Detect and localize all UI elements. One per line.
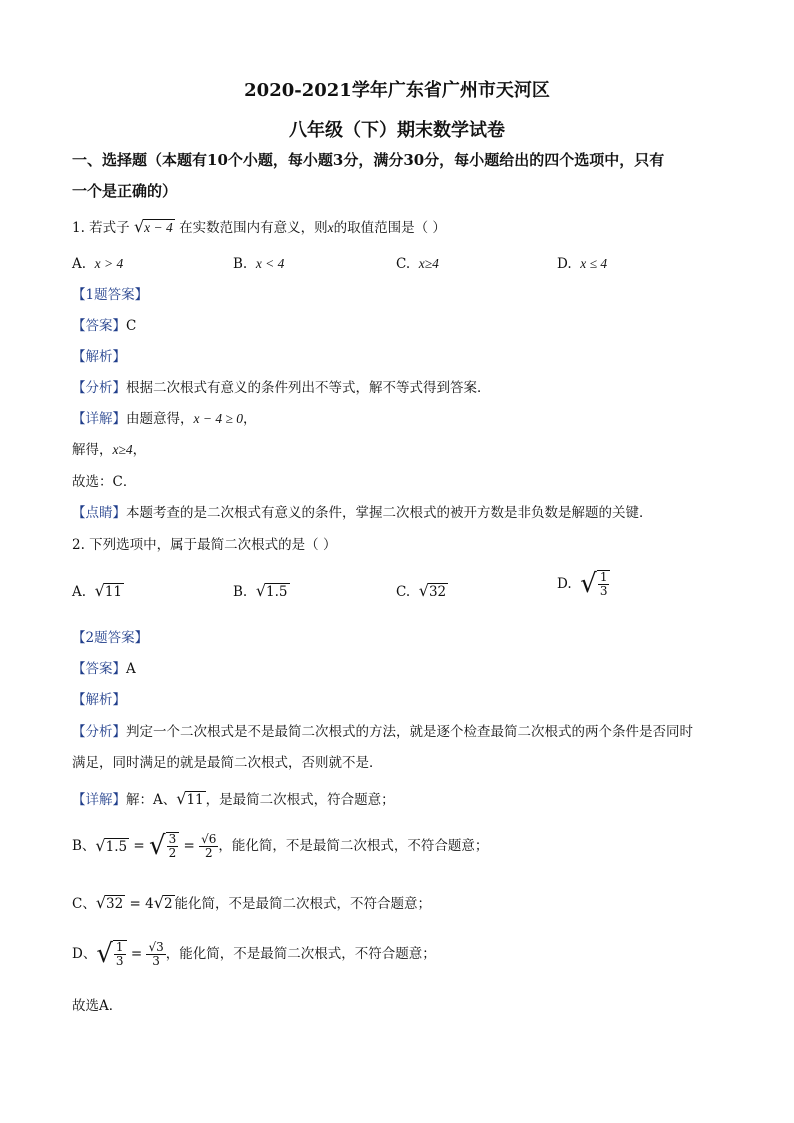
q1-radicand: x − 4 (144, 220, 173, 235)
option-expr: x ≤ 4 (580, 256, 608, 271)
q2-option-b (233, 581, 290, 602)
option-expr: x≥4 (418, 256, 439, 271)
equals: = (183, 838, 195, 854)
option-expr: x > 4 (94, 256, 124, 271)
option-label: A. (72, 584, 87, 600)
q1-solve (72, 440, 146, 460)
sqrt-symbol-icon: √ (580, 569, 597, 599)
option-label: A. (72, 256, 87, 272)
frac-numerator: 3 (168, 832, 177, 846)
q1-suffix-b: 的取值范围是（ ） (333, 220, 446, 236)
solve-punct: ， (132, 442, 147, 458)
frac-denominator: 3 (152, 953, 160, 968)
q2-option-d (557, 570, 610, 598)
sqrt-symbol-icon: √ (94, 581, 105, 600)
option-label: C. (396, 584, 411, 600)
detail-expr: x − 4 ≥ 0 (193, 411, 244, 426)
detail-text: ，能化简，不是最简二次根式，不符合题意； (218, 838, 489, 854)
q1-remark (72, 503, 653, 523)
radicand: 32 (106, 896, 124, 912)
radicand: 1.5 (105, 838, 128, 855)
analysis-tag: 【分析】 (72, 724, 126, 740)
sqrt-symbol-icon: √ (95, 893, 107, 912)
option-radicand: 1.5 (266, 584, 288, 600)
equals: = (130, 946, 143, 962)
detail-text: 解：A、 (126, 792, 177, 808)
solve-text: 解得， (72, 442, 113, 458)
q1-answer-heading: 【1题答案】 (72, 287, 149, 303)
sqrt-symbol-icon: √ (418, 581, 429, 600)
question-2-stem: 2. 下列选项中，属于最简二次根式的是（ ） (72, 537, 337, 553)
q1-option-d (557, 254, 607, 274)
option-expr: x < 4 (255, 256, 285, 271)
page-subtitle: 八年级（下）期末数学试卷 (289, 120, 505, 141)
q2-detail-b (72, 832, 488, 860)
q1-detail (72, 409, 257, 429)
detail-punct: ， (243, 411, 257, 427)
detail-text: D、 (72, 946, 97, 962)
sqrt-symbol-icon: √ (153, 893, 164, 912)
option-radicand: 32 (428, 584, 447, 600)
detail-text: C、 (72, 896, 96, 912)
analysis-text: 根据二次根式有意义的条件列出不等式，解不等式得到答案． (126, 380, 491, 396)
section-heading-cont: 一个是正确的） (72, 182, 178, 200)
q2-detail-c (72, 893, 431, 914)
q1-jiexi: 【解析】 (72, 349, 126, 365)
question-1-stem (72, 217, 446, 238)
section-heading: 一、选择题（本题有10个小题，每小题3分，满分30分，每小题给出的四个选项中，只有 (72, 151, 665, 169)
sqrt-symbol-icon: √ (96, 939, 113, 969)
frac-numerator: √6 (201, 831, 217, 846)
option-label: D. (557, 576, 572, 592)
frac-numerator: 1 (599, 570, 608, 584)
remark-text: 本题考查的是二次根式有意义的条件，掌握二次根式的被开方数是非负数是解题的关键． (126, 505, 653, 521)
analysis-tag: 【分析】 (72, 380, 126, 396)
detail-tag: 【详解】 (72, 792, 126, 808)
sqrt-symbol-icon: √ (133, 217, 145, 236)
q2-analysis (72, 722, 693, 742)
option-radicand: 11 (104, 584, 123, 600)
frac-numerator: 1 (115, 940, 124, 954)
option-label: B. (233, 584, 248, 600)
detail-text: 能化简，不是最简二次根式，不符合题意； (174, 896, 432, 912)
detail-text: ，是最简二次根式，符合题意； (205, 792, 395, 808)
answer-value: A (126, 661, 136, 677)
q2-option-c (396, 581, 448, 602)
sqrt-symbol-icon: √ (95, 836, 106, 855)
sqrt-symbol-icon: √ (149, 831, 166, 861)
detail-tag: 【详解】 (72, 411, 126, 427)
analysis-text: 判定一个二次根式是不是最简二次根式的方法，就是逐个检查最简二次根式的两个条件是否同时 (126, 724, 693, 740)
q1-analysis (72, 378, 491, 398)
q2-detail-a (72, 789, 395, 810)
answer-value: C (126, 318, 137, 334)
q1-var: x (327, 220, 334, 235)
frac-denominator: 2 (204, 845, 213, 860)
option-label: D. (557, 256, 572, 272)
detail-text: B、 (72, 838, 96, 854)
answer-tag: 【答案】 (72, 318, 126, 334)
remark-tag: 【点睛】 (72, 505, 126, 521)
option-label: B. (233, 256, 248, 272)
q1-choose: 故选：C． (72, 474, 137, 490)
page-title: 2020-2021学年广东省广州市天河区 (244, 80, 550, 101)
frac-denominator: 2 (168, 846, 177, 860)
frac-numerator: √3 (148, 939, 164, 954)
q1-option-b (233, 254, 284, 274)
q1-suffix-a: 在实数范围内有意义，则 (179, 220, 328, 236)
solve-expr: x≥4 (112, 442, 133, 457)
frac-denominator: 3 (599, 584, 608, 598)
radicand: 2 (163, 896, 173, 912)
q2-analysis-cont: 满足，同时满足的就是最简二次根式，否则就不是． (72, 755, 383, 771)
q2-jiexi: 【解析】 (72, 692, 126, 708)
q2-answer-heading: 【2题答案】 (72, 630, 149, 646)
q1-option-a (72, 254, 123, 274)
q1-answer (72, 316, 136, 336)
q2-detail-d (72, 940, 436, 968)
option-label: C. (396, 256, 411, 272)
detail-text: ，能化简，不是最简二次根式，不符合题意； (165, 946, 436, 962)
equals: = (133, 838, 145, 854)
q2-choose: 故选A． (72, 998, 123, 1014)
q1-prefix: 1. 若式子 (72, 220, 130, 236)
sqrt-symbol-icon: √ (176, 789, 187, 808)
detail-text: 由题意得， (126, 411, 194, 427)
sqrt-symbol-icon: √ (255, 581, 267, 600)
q1-option-c (396, 254, 439, 274)
radicand: 11 (186, 792, 204, 808)
q2-option-a (72, 581, 124, 602)
answer-tag: 【答案】 (72, 661, 126, 677)
frac-denominator: 3 (115, 954, 124, 968)
q2-answer (72, 659, 136, 679)
equals: = 4 (129, 896, 154, 912)
